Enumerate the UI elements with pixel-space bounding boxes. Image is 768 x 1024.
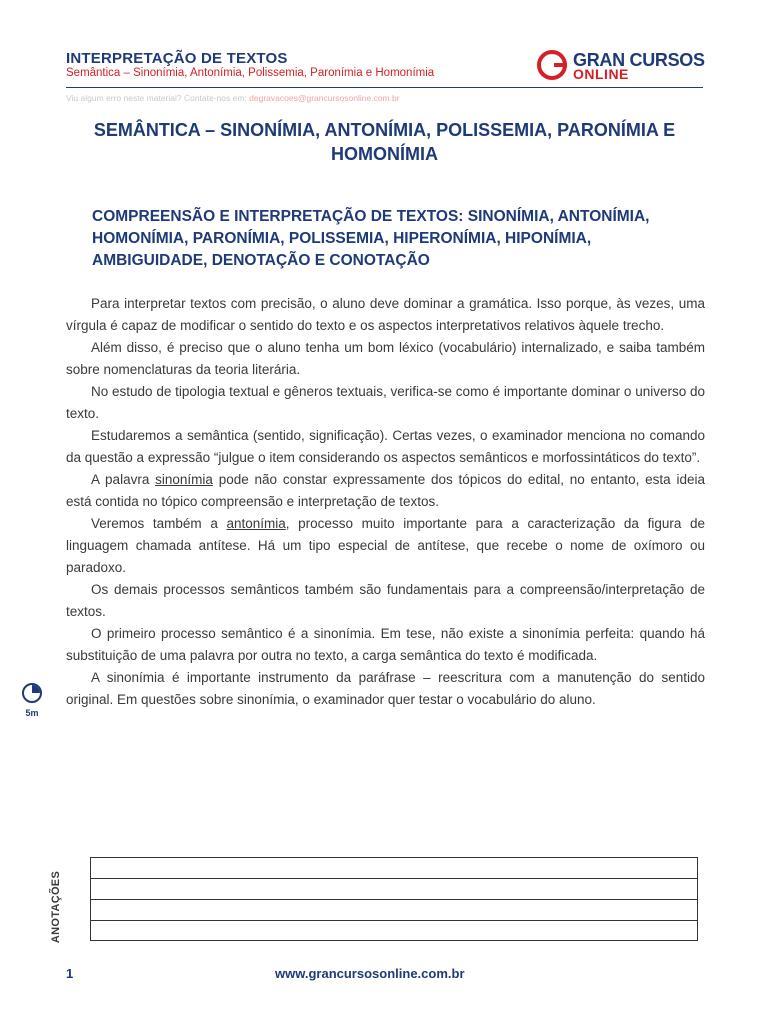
paragraph-6-start: Veremos também a xyxy=(91,516,227,531)
website-link[interactable]: www.grancursosonline.com.br xyxy=(275,966,465,981)
paragraph-1: Para interpretar textos com precisão, o aluno deve dominar a gramática. Isso porque, às vezes, uma vírgula é capaz de modificar o sentido do texto e os aspectos interpretativos relativos àquele trecho. xyxy=(66,296,705,333)
gran-cursos-logo xyxy=(537,48,707,84)
notes-line[interactable] xyxy=(91,879,697,900)
notes-box[interactable] xyxy=(90,857,698,941)
logo-text-line2: ONLINE xyxy=(573,66,629,82)
paragraph-6-end: , processo muito importante para a caracterização da figura de linguagem chamada antítese. Há um tipo especial de antítese, que recebe o nome de oxímoro ou paradoxo. xyxy=(66,516,705,575)
notes-line[interactable] xyxy=(91,900,697,921)
page-number: 1 xyxy=(66,966,74,981)
paragraph-5 xyxy=(66,469,705,513)
paragraph-5-end: pode não constar expressamente dos tópicos do edital, no entanto, esta ideia está contida no tópico compreensão e interpretação de textos. xyxy=(66,472,705,509)
timer-label: 5m xyxy=(25,708,39,718)
header-title: INTERPRETAÇÃO DE TEXTOS xyxy=(66,50,288,67)
notes-label: ANOTAÇÕES xyxy=(50,870,62,944)
paragraph-3: No estudo de tipologia textual e gêneros textuais, verifica-se como é importante dominar o universo do texto. xyxy=(66,384,705,421)
video-timestamp xyxy=(19,683,45,718)
paragraph-9: A sinonímia é importante instrumento da paráfrase – reescritura com a manutenção do sentido original. Em questões sobre sinonímia, o examinador quer testar o vocabulário do aluno. xyxy=(66,670,705,707)
logo-text-line1: GRAN CURSOS xyxy=(573,50,705,70)
paragraph-7: Os demais processos semânticos também são fundamentais para a compreensão/interpretação de textos. xyxy=(66,582,705,619)
paragraph-8: O primeiro processo semântico é a sinonímia. Em tese, não existe a sinonímia perfeita: quando há substituição de uma palavra por outra no texto, a carga semântica do texto é modificada. xyxy=(66,626,705,663)
contact-email-link[interactable]: degravacoes@grancursosonline.com.br xyxy=(249,93,400,103)
contact-text: Viu algum erro neste material? Contate-nos em: xyxy=(66,93,250,103)
paragraph-4: Estudaremos a semântica (sentido, significação). Certas vezes, o examinador menciona no comando da questão a expressão “julgue o item considerando os aspectos semânticos e morfossintáticos do texto”. xyxy=(66,428,705,465)
header-divider xyxy=(66,87,703,88)
paragraph-5-start: A palavra xyxy=(91,472,156,487)
paragraph-2: Além disso, é preciso que o aluno tenha um bom léxico (vocabulário) internalizado, e saiba também sobre nomenclaturas da teoria literária. xyxy=(66,340,705,377)
notes-line[interactable] xyxy=(91,858,697,879)
paragraph-6 xyxy=(66,513,705,579)
term-antonimia: antonímia xyxy=(226,516,286,531)
logo-g-icon xyxy=(537,50,567,80)
section-title: COMPREENSÃO E INTERPRETAÇÃO DE TEXTOS: SINONÍMIA, ANTONÍMIA, HOMONÍMIA, PARONÍMIA, POLISSEMIA, HIPERONÍMIA, HIPONÍMIA, AMBIGUIDADE, DENOTAÇÃO E CONOTAÇÃO xyxy=(92,208,650,269)
page-title: SEMÂNTICA – SINONÍMIA, ANTONÍMIA, POLISSEMIA, PARONÍMIA E HOMONÍMIA xyxy=(93,120,676,164)
timer-icon xyxy=(22,683,42,703)
header-contact xyxy=(66,93,400,103)
header-subtitle: Semântica – Sinonímia, Antonímia, Polissemia, Paronímia e Homonímia xyxy=(66,67,435,79)
body-text xyxy=(66,293,705,711)
term-sinonimia: sinonímia xyxy=(155,472,213,487)
notes-line[interactable] xyxy=(91,921,697,942)
